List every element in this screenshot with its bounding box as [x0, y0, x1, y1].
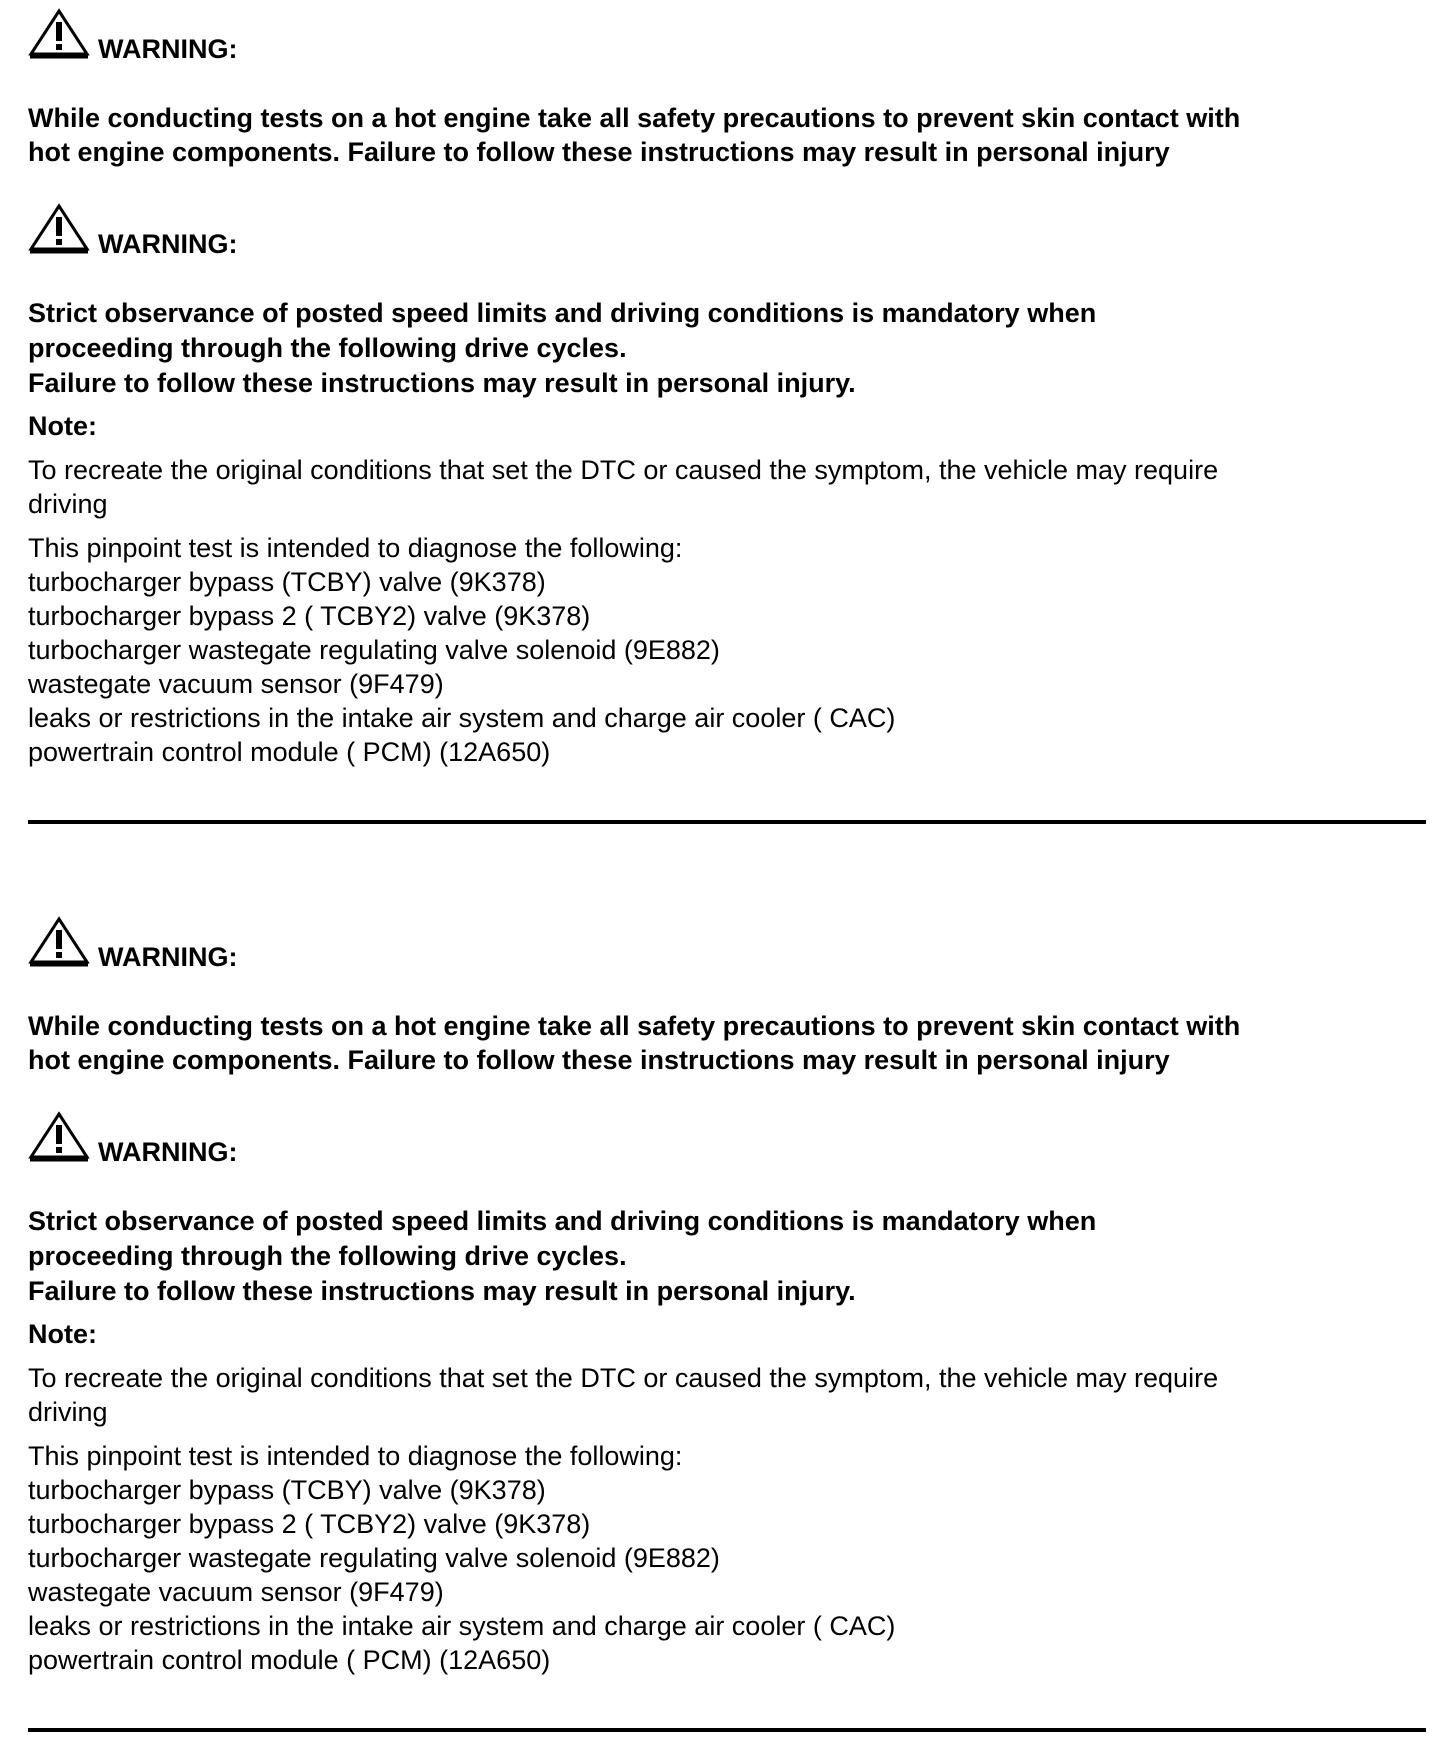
warning-label: WARNING:	[98, 942, 238, 972]
list-item: wastegate vacuum sensor (9F479)	[28, 669, 444, 699]
warning-triangle-icon	[28, 916, 90, 968]
note-text: To recreate the original conditions that set the DTC or caused the symptom, the vehicle may require driving	[28, 1363, 1219, 1427]
warning-text: Strict observance of posted speed limits and driving conditions is mandatory when proceeding through the following drive cycles. Failure to follow these instructions may result in personal injury.	[28, 1206, 1097, 1306]
warning-text: While conducting tests on a hot engine take all safety precautions to prevent skin contact with hot engine components. Failure to follow these instructions may result in personal injury	[28, 1011, 1241, 1075]
list-item: leaks or restrictions in the intake air system and charge air cooler ( CAC)	[28, 1611, 896, 1641]
section-divider	[28, 1728, 1426, 1732]
warning-triangle-icon	[28, 8, 90, 60]
note-label: Note:	[28, 411, 97, 441]
diagnose-list	[28, 565, 1428, 769]
list-item: leaks or restrictions in the intake air system and charge air cooler ( CAC)	[28, 703, 896, 733]
warning-heading	[28, 916, 1428, 978]
list-item: turbocharger bypass (TCBY) valve (9K378)	[28, 1475, 546, 1505]
pinpoint-intro: This pinpoint test is intended to diagnose the following:	[28, 533, 683, 563]
procedure-section-1	[28, 8, 1428, 769]
note-label: Note:	[28, 1319, 97, 1349]
list-item: turbocharger bypass (TCBY) valve (9K378)	[28, 567, 546, 597]
list-item: wastegate vacuum sensor (9F479)	[28, 1577, 444, 1607]
list-item: turbocharger wastegate regulating valve solenoid (9E882)	[28, 1543, 720, 1573]
list-item: turbocharger wastegate regulating valve solenoid (9E882)	[28, 635, 720, 665]
warning-triangle-icon	[28, 1111, 90, 1163]
warning-text: Strict observance of posted speed limits and driving conditions is mandatory when proceeding through the following drive cycles. Failure to follow these instructions may result in personal injury.	[28, 298, 1097, 398]
pinpoint-intro: This pinpoint test is intended to diagnose the following:	[28, 1441, 683, 1471]
warning-label: WARNING:	[98, 34, 238, 64]
warning-label: WARNING:	[98, 229, 238, 259]
section-divider	[28, 820, 1426, 824]
list-item: turbocharger bypass 2 ( TCBY2) valve (9K378)	[28, 601, 591, 631]
diagnose-list	[28, 1473, 1428, 1677]
warning-heading	[28, 203, 1428, 265]
note-text: To recreate the original conditions that set the DTC or caused the symptom, the vehicle may require driving	[28, 455, 1219, 519]
list-item: turbocharger bypass 2 ( TCBY2) valve (9K378)	[28, 1509, 591, 1539]
warning-heading	[28, 1111, 1428, 1173]
warning-triangle-icon	[28, 203, 90, 255]
warning-label: WARNING:	[98, 1137, 238, 1167]
warning-text: While conducting tests on a hot engine take all safety precautions to prevent skin contact with hot engine components. Failure to follow these instructions may result in personal injury	[28, 103, 1241, 167]
warning-heading	[28, 8, 1428, 70]
list-item: powertrain control module ( PCM) (12A650)	[28, 737, 551, 767]
list-item: powertrain control module ( PCM) (12A650)	[28, 1645, 551, 1675]
procedure-section-2	[28, 916, 1428, 1677]
